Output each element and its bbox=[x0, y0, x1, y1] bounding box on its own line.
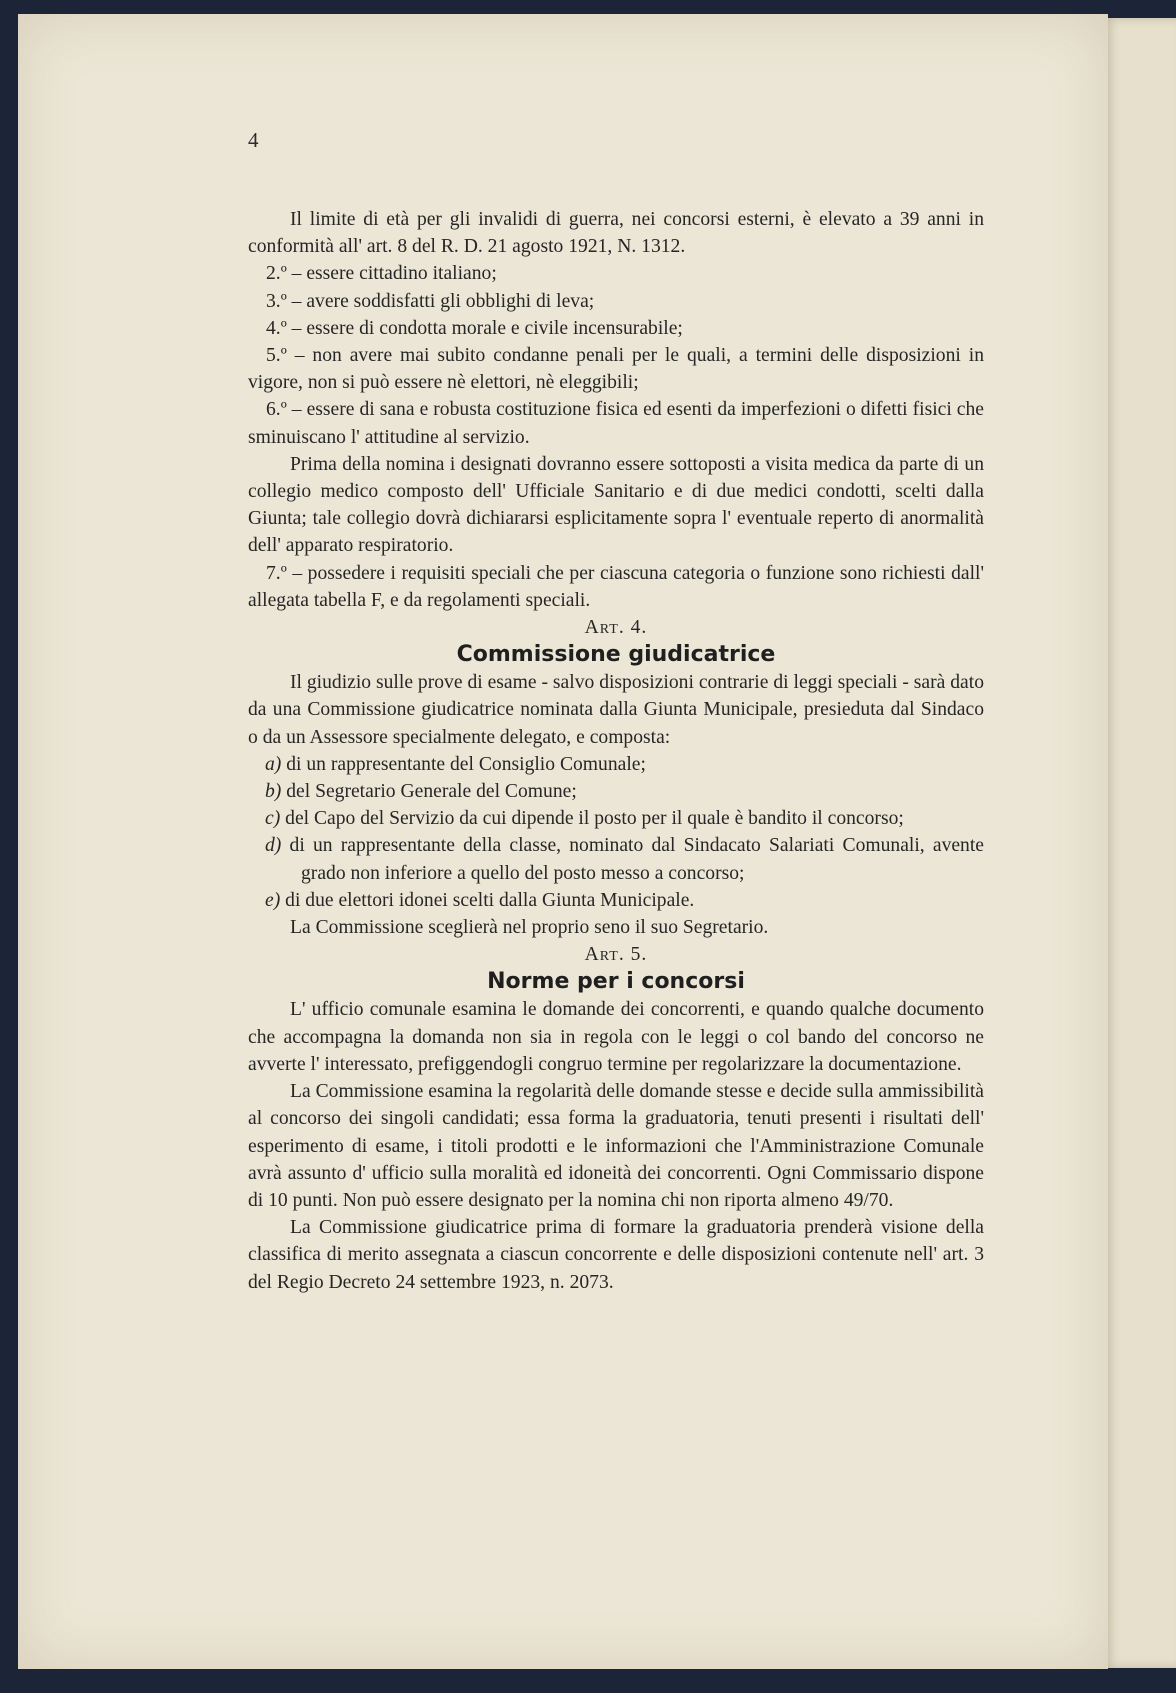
commission-member-b bbox=[248, 778, 984, 805]
member-text: del Segretario Generale del Comune; bbox=[286, 781, 577, 803]
requirement-6: 6.º – essere di sana e robusta costituzione fisica ed esenti da imperfezioni o difetti fisici che sminuiscano l' attitudine al servizio. bbox=[248, 399, 984, 448]
article-5-heading: Norme per i concorsi bbox=[487, 969, 745, 995]
member-text: del Capo del Servizio da cui dipende il posto per il quale è bandito il concorso; bbox=[285, 808, 904, 830]
article-5-paragraph: La Commissione giudicatrice prima di formare la graduatoria prenderà visione della classifica di merito assegnata a ciascun concorrente e delle disposizioni contenute nell' art. 3 del Regio Decreto 24 settembre 1923, n. 2073. bbox=[248, 1217, 984, 1293]
article-5-paragraph: La Commissione esamina la regolarità delle domande stesse e decide sulla ammissibilità al concorso dei singoli candidati; essa forma la graduatoria, tenuti presenti i risultati dell' esperimento di esame, i titoli prodotti e le informazioni che l'Amministrazione Comunale avrà assunto d' ufficio sulla moralità ed idoneità dei concorrenti. Ogni Commissario dispone di 10 punti. Non può essere designato per la nomina chi non riporta almeno 49/70. bbox=[248, 1081, 984, 1211]
article-4-heading: Commissione giudicatrice bbox=[456, 642, 776, 668]
requirement-2: 2.º – essere cittadino italiano; bbox=[266, 263, 497, 285]
requirement-7: 7.º – possedere i requisiti speciali che per ciascuna categoria o funzione sono richiesti dall' allegata tabella F, e da regolamenti speciali. bbox=[248, 562, 984, 611]
medical-visit-paragraph: Prima della nomina i designati dovranno essere sottoposti a visita medica da parte di un collegio medico composto dell' Ufficiale Sanitario e di due medici condotti, scelti dalla Giunta; tale collegio dovrà dichiararsi esplicitamente sopra l' eventuale reperto di anormalità dell' apparato respiratorio. bbox=[248, 453, 984, 557]
article-4-intro: Il giudizio sulle prove di esame - salvo disposizioni contrarie di leggi speciali - sarà dato da una Commissione giudicatrice nominata dalla Giunta Municipale, presieduta dal Sindaco o da un Assessore specialmente delegato, e composta: bbox=[248, 672, 984, 748]
adjacent-page-edge bbox=[1102, 18, 1176, 1668]
requirement-5: 5.º – non avere mai subito condanne penali per le quali, a termini delle disposizioni in vigore, non si può essere nè elettori, nè eleggibili; bbox=[248, 345, 984, 394]
commission-member-e bbox=[248, 887, 984, 914]
age-limit-paragraph: Il limite di età per gli invalidi di guerra, nei concorsi esterni, è elevato a 39 anni in conformità all' art. 8 del R. D. 21 agosto 1921, N. 1312. bbox=[248, 209, 984, 258]
member-letter: b) bbox=[265, 781, 282, 803]
article-5-paragraph: L' ufficio comunale esamina le domande dei concorrenti, e quando qualche documento che accompagna la domanda non sia in regola con le leggi o col bando del concorso ne avverte l' interessato, prefiggendogli congruo termine per regolarizzare la documentazione. bbox=[248, 999, 984, 1075]
member-letter: d) bbox=[265, 835, 282, 857]
article-4-label: Art. 4. bbox=[584, 617, 648, 639]
member-letter: e) bbox=[265, 889, 281, 911]
page-number: 4 bbox=[248, 128, 259, 152]
member-letter: c) bbox=[265, 808, 281, 830]
commission-member-d bbox=[248, 832, 984, 886]
commission-member-c bbox=[248, 805, 984, 832]
article-5-label: Art. 5. bbox=[584, 944, 648, 966]
article-4-closing: La Commissione sceglierà nel proprio seno il suo Segretario. bbox=[290, 917, 769, 939]
member-text: di un rappresentante della classe, nominato dal Sindacato Salariati Comunali, avente grado non inferiore a quello del posto messo a concorso; bbox=[289, 835, 984, 884]
member-text: di due elettori idonei scelti dalla Giunta Municipale. bbox=[285, 889, 695, 911]
member-letter: a) bbox=[265, 753, 282, 775]
requirement-3: 3.º – avere soddisfatti gli obblighi di leva; bbox=[266, 290, 595, 312]
requirement-4: 4.º – essere di condotta morale e civile incensurabile; bbox=[266, 317, 683, 339]
commission-member-a bbox=[248, 751, 984, 778]
member-text: di un rappresentante del Consiglio Comunale; bbox=[286, 753, 646, 775]
page-body bbox=[248, 206, 984, 1296]
